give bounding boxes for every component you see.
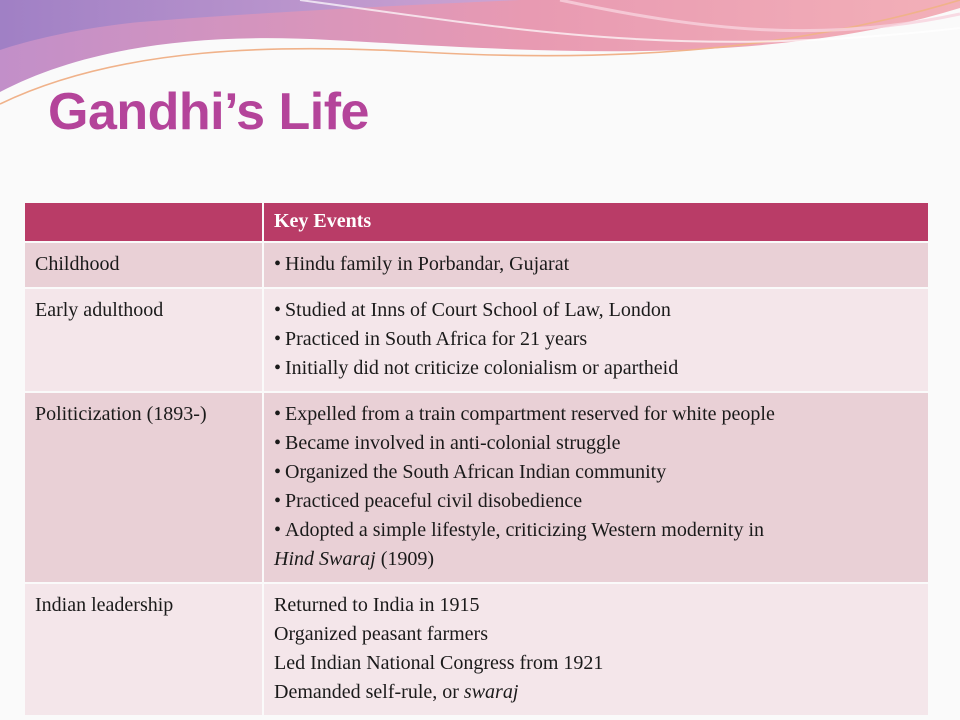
event-line: Led Indian National Congress from 1921: [274, 652, 604, 674]
events-cell: [263, 242, 928, 288]
table-row: [25, 392, 928, 583]
period-label: Early adulthood: [25, 288, 263, 392]
book-title-italic: Hind Swaraj: [274, 548, 376, 570]
header-period-cell: [25, 203, 263, 242]
event-item: • Practiced in South Africa for 21 years: [274, 325, 918, 354]
events-cell: [263, 288, 928, 392]
event-item: • Organized the South African Indian community: [274, 458, 918, 487]
event-item: • Hindu family in Porbandar, Gujarat: [274, 250, 918, 279]
period-label: Indian leadership: [25, 583, 263, 716]
table-row: [25, 583, 928, 716]
event-item-lifestyle: [274, 516, 918, 574]
table-row: [25, 288, 928, 392]
header-key-events-cell: Key Events: [263, 203, 928, 242]
event-line: Returned to India in 1915: [274, 594, 480, 616]
swaraj-italic: swaraj: [463, 681, 519, 703]
key-events-table: [25, 203, 928, 717]
event-item: • Practiced peaceful civil disobedience: [274, 487, 918, 516]
event-line: Organized peasant farmers: [274, 623, 488, 645]
events-cell: [263, 392, 928, 583]
event-text: Demanded self-rule, or: [274, 681, 464, 703]
event-item: • Studied at Inns of Court School of Law, London: [274, 296, 918, 325]
table-header-row: [25, 203, 928, 242]
event-line-swaraj: [274, 678, 918, 707]
table-row: [25, 242, 928, 288]
events-cell: [263, 583, 928, 716]
event-text: Adopted a simple lifestyle, criticizing Western modernity in: [285, 519, 765, 541]
period-label: Politicization (1893-): [25, 392, 263, 583]
event-item: • Initially did not criticize colonialism or apartheid: [274, 354, 918, 383]
book-year: (1909): [375, 548, 435, 570]
period-label: Childhood: [25, 242, 263, 288]
event-item: • Became involved in anti-colonial struggle: [274, 429, 918, 458]
event-item: • Expelled from a train compartment reserved for white people: [274, 400, 918, 429]
slide-title: Gandhi’s Life: [48, 83, 369, 141]
